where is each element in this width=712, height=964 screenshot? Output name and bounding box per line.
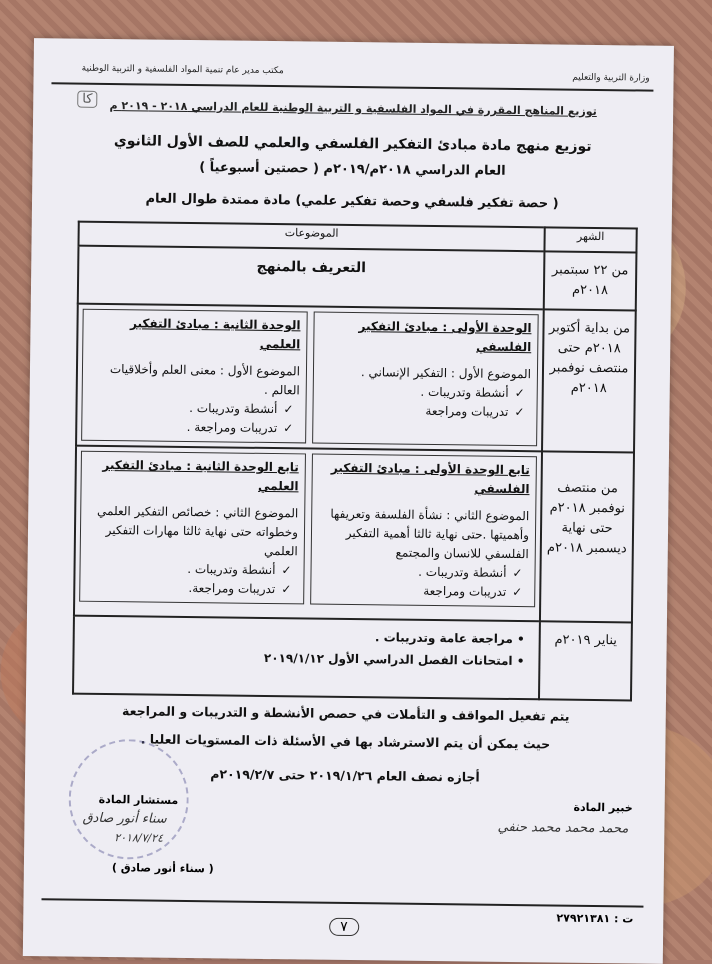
list-item: • مراجعة عامة وتدريبات .: [374, 630, 525, 647]
list-item: ✓تدريبات ومراجعة.: [188, 581, 292, 597]
checkmark-icon: ✓: [283, 421, 294, 436]
checkmark-icon: ✓: [283, 402, 294, 417]
consultant-signature: سناء أنور صادق: [82, 810, 167, 827]
list-item: ✓أنشطة وتدريبات .: [420, 384, 525, 401]
list-item: ✓أنشطة وتدريبات .: [187, 562, 292, 578]
table-row: [76, 304, 636, 453]
list-item: • امتحانات الفصل الدراسي الأول ٢٠١٩/١/١٢: [263, 650, 525, 669]
footer-note-1: يتم تفعيل المواقف و التأملات في حصص الأنشطة و التدريبات و المراجعة: [121, 703, 570, 724]
phone-number: ت : ٢٧٩٢١٣٨١: [556, 911, 634, 926]
consultant-date: ٢٠١٨/٧/٢٤: [114, 831, 164, 845]
expert-label: خبير المادة: [573, 800, 633, 815]
checkmark-icon: ✓: [281, 563, 292, 578]
list-item: ✓تدريبات ومراجعة .: [186, 419, 294, 436]
unit-title: تابع الوحدة الأولى : مبادئ التفكير الفلسفي: [330, 460, 530, 497]
unit-box-philosophy: [310, 454, 537, 608]
holiday-line: أجازه نصف العام ٢٠١٩/١/٢٦ حتى ٢٠١٩/٢/٧م: [210, 766, 480, 785]
col-month-header: الشهر: [544, 227, 636, 252]
bottom-divider: [41, 898, 643, 907]
month-cell: يناير ٢٠١٩م: [539, 621, 632, 700]
january-cell: [73, 616, 540, 700]
month-cell: من منتصف نوفمبر ٢٠١٨م حتى نهاية ديسمبر ٢٠١٨م: [540, 451, 634, 622]
corner-mark: كا: [77, 91, 97, 108]
unit-topic: الموضوع الأول : معنى العلم وأخلاقيات العالم .: [109, 362, 301, 398]
checkmark-icon: ✓: [512, 565, 523, 581]
bullet-icon: •: [512, 653, 525, 669]
list-item: ✓أنشطة وتدريبات .: [418, 564, 523, 581]
ministry-name: وزارة التربية والتعليم: [572, 72, 650, 84]
expert-signature: محمد محمد محمد حنفي: [497, 819, 629, 837]
document-title: توزيع منهج مادة مبادئ التفكير الفلسفي والعلمي للصف الأول الثانوي: [113, 133, 592, 155]
consultant-label: مستشار المادة: [98, 792, 179, 807]
checkmark-icon: ✓: [512, 584, 523, 600]
list-item: ✓أنشطة وتدريبات .: [189, 401, 294, 417]
month-cell: من ٢٢ سبتمبر ٢٠١٨م: [544, 251, 637, 310]
col-topics-header: الموضوعات: [78, 222, 544, 252]
unit-topic: الموضوع الثاني : نشأة الفلسفة وتعريفها وأهميتها .حتى نهاية ثالثا أهمية التفكير الفلسفي للانسان والمجتمع: [330, 506, 530, 562]
units-cell: [76, 304, 544, 452]
unit-title: الوحدة الثانية : مبادئ التفكير العلمي: [129, 316, 301, 352]
document-subtitle: توزيع المناهج المقررة في المواد الفلسفية و التربية الوطنية للعام الدراسي ٢٠١٨ - ٢٠١٩ م: [109, 99, 597, 118]
list-item: ✓تدريبات ومراجعة: [423, 583, 523, 600]
bullet-icon: •: [512, 631, 525, 647]
sessions-line: ( حصة تفكير فلسفي وحصة تفكير علمي) مادة ممتدة طوال العام: [145, 191, 559, 212]
unit-topic: الموضوع الأول : التفكير الإنساني .: [360, 365, 532, 382]
unit-box-science: [81, 309, 308, 444]
table-row: [74, 446, 634, 623]
unit-box-science: [79, 451, 306, 605]
unit-title: تابع الوحدة الثانية : مبادئ التفكير العلمي: [102, 457, 299, 494]
letterhead: [51, 60, 653, 91]
unit-title: الوحدة الأولى : مبادئ التفكير الفلسفي: [358, 319, 532, 355]
unit-box-philosophy: [312, 312, 539, 447]
curriculum-table: [72, 221, 638, 702]
checkmark-icon: ✓: [514, 385, 525, 401]
checkmark-icon: ✓: [514, 404, 525, 420]
table-row: [78, 246, 637, 311]
page-number: ٧: [329, 918, 359, 936]
unit-topic: الموضوع الثاني : خصائص التفكير العلمي وخطواته حتى نهاية ثالثا مهارات التفكير العلمي: [96, 503, 299, 559]
intro-cell: التعريف بالمنهج: [78, 246, 545, 310]
consultant-name: ( سناء أنور صادق ): [111, 861, 214, 876]
document-page: [23, 38, 674, 964]
checkmark-icon: ✓: [281, 582, 292, 597]
table-row: [73, 616, 632, 701]
footer-note-2: حيث يمكن أن يتم الاسترشاد بها في الأسئلة ذات المستويات العليا .: [140, 731, 551, 752]
list-item: ✓تدريبات ومراجعة: [425, 403, 525, 420]
office-name: مكتب مدير عام تنمية المواد الفلسفية و التربية الوطنية: [81, 63, 284, 77]
month-cell: من بداية أكتوبر ٢٠١٨م حتى منتصف نوفمبر ٢٠١٨م: [542, 309, 636, 452]
academic-year-line: العام الدراسي ٢٠١٨م/٢٠١٩م ( حصتين أسبوعياً ): [199, 160, 506, 179]
units-cell: [74, 446, 542, 622]
